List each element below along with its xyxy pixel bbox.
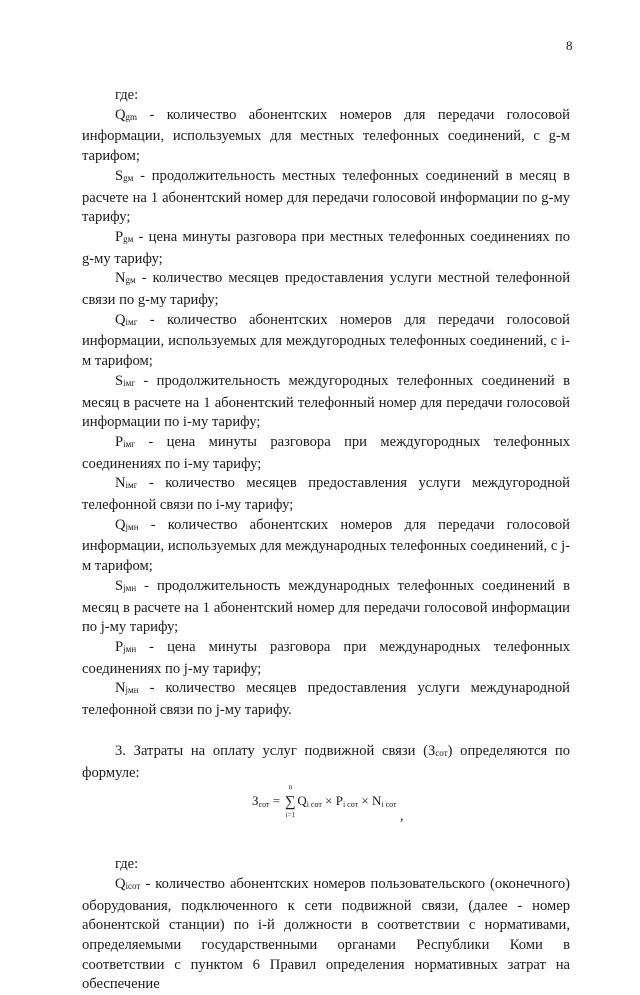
formula-q-subscript: i сот — [306, 800, 322, 810]
formula-times-2: × — [358, 793, 372, 809]
term-subscript: jмн — [123, 643, 137, 654]
definition-item — [82, 679, 570, 720]
term-subscript: jмн — [123, 582, 137, 593]
term-symbol: P — [115, 638, 124, 655]
formula-block — [82, 783, 570, 833]
term-symbol: N — [115, 270, 126, 287]
term-symbol: S — [115, 372, 124, 389]
term-definition: - количество месяцев предоставления услуги местной телефонной связи по g-му тарифу; — [82, 270, 570, 309]
term-subscript: gм — [123, 233, 134, 244]
term-subscript: jмн — [125, 521, 139, 532]
term-subscript: gм — [125, 275, 136, 286]
definition-item — [82, 228, 570, 269]
term-symbol: N — [115, 475, 126, 492]
definition-item — [82, 106, 570, 167]
definition-item — [82, 516, 570, 577]
section-3-intro — [82, 742, 570, 783]
term-subscript: iмг — [125, 316, 138, 327]
definition-item — [82, 167, 570, 228]
sum-lower-limit: i=1 — [285, 811, 296, 820]
term-definition: - количество абонентских номеров для передачи голосовой информации, используемых для междугородных телефонных соединений, с i-м тарифом; — [82, 311, 570, 370]
term-symbol: Q — [115, 875, 126, 892]
formula-p: P — [335, 793, 343, 809]
definition-item — [82, 638, 570, 679]
term-symbol: S — [115, 167, 124, 184]
section-3-text: 3. Затраты на оплату услуг подвижной связи (З — [115, 742, 436, 759]
term-definition: - продолжительность местных телефонных соединений в месяц в расчете на 1 абонентский номер для передачи голосовой информации по g-му тарифу; — [82, 167, 570, 226]
term-subscript: iмг — [125, 480, 138, 491]
term-subscript: gм — [123, 172, 134, 183]
term-definition: - количество абонентских номеров пользовательского (оконечного) оборудования, подключенного к сети подвижной связи, (далее - номер абонентской станции) по i-й должности в соответствии с нормативами, определяемыми государственными органами Республики Коми в соответствии с пунктом 6 Правил определения нормативных затрат на обеспечение — [82, 875, 570, 993]
definition-item — [82, 311, 570, 372]
formula-equals: = — [269, 793, 284, 809]
sum-operator — [284, 783, 296, 820]
term-symbol: P — [115, 228, 124, 245]
term-definition: - количество месяцев предоставления услуги междугородной телефонной связи по i-му тарифу; — [82, 475, 570, 514]
formula-p-subscript: i сот — [342, 800, 359, 810]
term-definition: - продолжительность междугородных телефонных соединений в месяц в расчете на 1 абонентский телефонный номер для передачи голосовой информации по i-му тарифу; — [82, 372, 570, 431]
term-subscript: jмн — [125, 685, 139, 696]
term-symbol: Q — [115, 311, 126, 328]
page-number: 8 — [566, 38, 573, 53]
term-subscript: iмг — [123, 377, 136, 388]
term-subscript: iмг — [123, 438, 136, 449]
section-3-subscript: сот — [435, 747, 448, 758]
formula-lhs: З — [252, 793, 259, 809]
term-symbol: P — [115, 433, 124, 450]
definition-item — [82, 875, 570, 995]
definition-list — [82, 106, 570, 721]
document-body — [82, 86, 570, 995]
formula-n-subscript: i сот — [381, 800, 397, 810]
term-definition: - количество месяцев предоставления услуги международной телефонной связи по j-му тарифу. — [82, 680, 570, 719]
mobile-cost-formula — [252, 783, 397, 820]
sum-upper-limit: n — [288, 783, 293, 792]
sum-sign: ∑ — [284, 794, 296, 811]
definition-item — [82, 577, 570, 638]
formula-lhs-subscript: сот — [258, 800, 270, 810]
definition-item — [82, 433, 570, 474]
section-3-text-end: ) определяются по формуле: — [82, 742, 570, 781]
term-definition: - цена минуты разговора при междугородных телефонных соединениях по i-му тарифу; — [82, 433, 570, 472]
definition-item — [82, 372, 570, 433]
definition-item — [82, 269, 570, 310]
formula-n: N — [371, 793, 382, 809]
term-symbol: Q — [115, 516, 126, 533]
term-subscript: iсот — [125, 880, 141, 891]
formula-q: Q — [297, 793, 307, 809]
where-label-2: где: — [115, 856, 139, 873]
term-definition: - цена минуты разговора при местных телефонных соединениях по g-му тарифу; — [82, 228, 570, 267]
formula-times-1: × — [321, 793, 336, 809]
where-label: где: — [115, 87, 139, 103]
term-symbol: S — [115, 577, 124, 594]
term-subscript: gm — [125, 111, 138, 122]
term-definition: - количество абонентских номеров для передачи голосовой информации, используемых для международных телефонных соединений, с j-м тарифом; — [82, 516, 570, 575]
formula-comma: , — [400, 809, 404, 825]
definition-item — [82, 474, 570, 515]
term-definition: - продолжительность международных телефонных соединений в месяц в расчете на 1 абонентский номер для передачи голосовой информации по j-му тарифу; — [82, 577, 570, 636]
term-symbol: N — [115, 680, 126, 697]
term-symbol: Q — [115, 106, 126, 123]
term-definition: - цена минуты разговора при международных телефонных соединениях по j-му тарифу; — [82, 638, 570, 677]
term-definition: - количество абонентских номеров для передачи голосовой информации, используемых для местных телефонных соединений, с g-м тарифом; — [82, 106, 570, 165]
